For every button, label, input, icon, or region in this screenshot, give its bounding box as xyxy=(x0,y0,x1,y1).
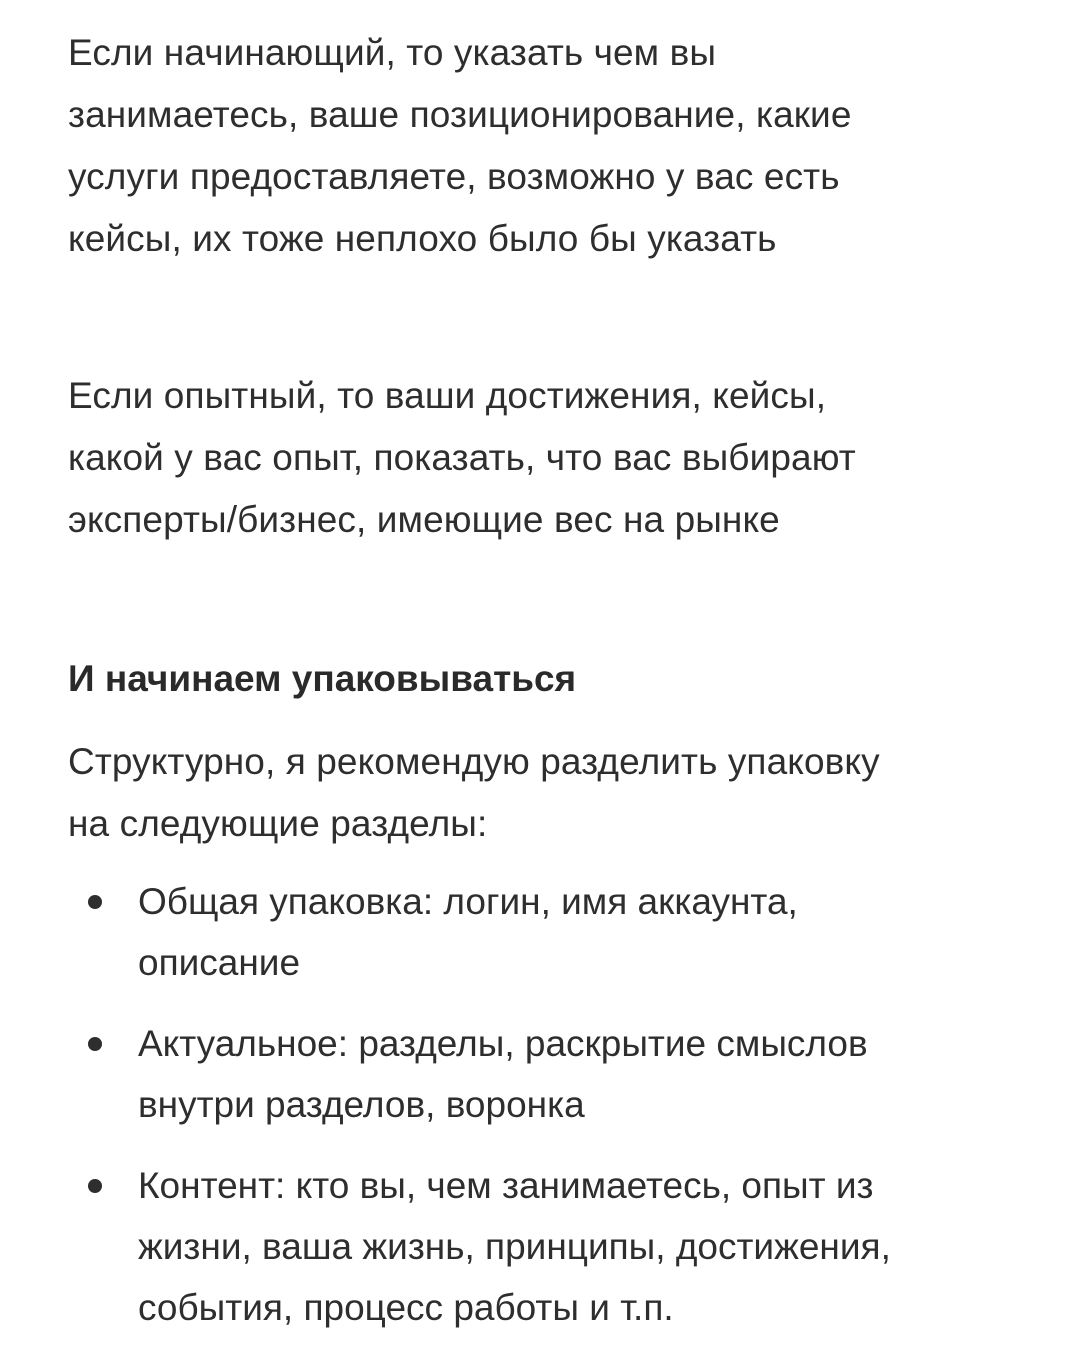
bullet-dot-icon xyxy=(88,1179,102,1193)
paragraph-experienced xyxy=(68,365,1028,551)
bullet-line: Актуальное: разделы, раскрытие смыслов xyxy=(138,1023,868,1064)
bullet-line: Общая упаковка: логин, имя аккаунта, xyxy=(138,881,798,922)
bullet-line: Контент: кто вы, чем занимаетесь, опыт из xyxy=(138,1165,874,1206)
bullet-text xyxy=(138,871,1038,993)
bullet-line: жизни, ваша жизнь, принципы, достижения, xyxy=(138,1226,891,1267)
paragraph-line: Структурно, я рекомендую разделить упаковку xyxy=(68,741,880,782)
paragraph-beginner xyxy=(68,22,1028,270)
paragraph-line: на следующие разделы: xyxy=(68,803,488,844)
bullet-dot-icon xyxy=(88,895,102,909)
paragraph-structure-lead xyxy=(68,731,1028,855)
paragraph-line: кейсы, их тоже неплохо было бы указать xyxy=(68,218,777,259)
paragraph-line: занимаетесь, ваше позиционирование, какие xyxy=(68,94,852,135)
bullet-item-content xyxy=(0,1155,1080,1338)
bullet-line: описание xyxy=(138,942,301,983)
bullet-line: внутри разделов, воронка xyxy=(138,1084,585,1125)
bullet-item-highlights xyxy=(0,1013,1080,1135)
paragraph-line: Если начинающий, то указать чем вы xyxy=(68,32,717,73)
paragraph-line: эксперты/бизнес, имеющие вес на рынке xyxy=(68,499,780,540)
bullet-line: события, процесс работы и т.п. xyxy=(138,1287,674,1328)
sections-bullet-list xyxy=(0,871,1080,1358)
bullet-dot-icon xyxy=(88,1037,102,1051)
bullet-text xyxy=(138,1155,1038,1338)
paragraph-line: какой у вас опыт, показать, что вас выбирают xyxy=(68,437,856,478)
paragraph-line: Если опытный, то ваши достижения, кейсы, xyxy=(68,375,827,416)
section-heading: И начинаем упаковываться xyxy=(68,658,577,699)
paragraph-line: услуги предоставляете, возможно у вас есть xyxy=(68,156,840,197)
bullet-item-general xyxy=(0,871,1080,993)
bullet-text xyxy=(138,1013,1038,1135)
